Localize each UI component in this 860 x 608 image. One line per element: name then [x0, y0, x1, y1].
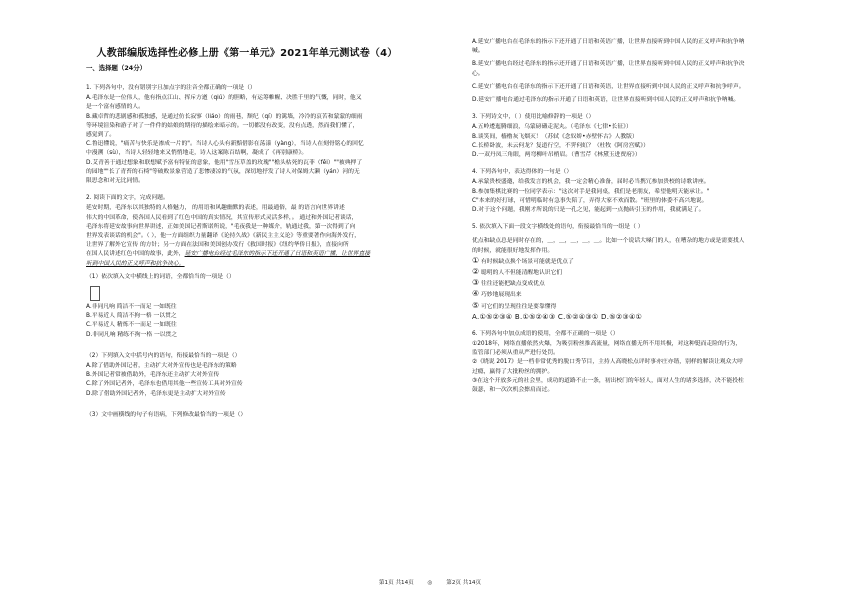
q1-option-a-line1[interactable]: A.毛泽东是一位伟人，他有指点江山、挥斥方遒（qiú）的胆略，有运筹帷幄、决胜千里的气慨，同时，他又 [86, 95, 362, 102]
question-1-stem: 1. 下列各句中，没有错别字且加点字的注音全都正确的一项是（） [86, 85, 256, 91]
q2-sub3-option-a-line1[interactable]: A.延安广播电台在毛泽东的指示下还开通了日语和英语广播，让世界直接听到中国人民的正义呼声和抗争呐 [472, 39, 745, 45]
question-4-stem: 4. 下列各句中，表达得体的一句是（） [472, 169, 573, 176]
q2-passage-line7 [86, 260, 408, 269]
q1-option-c-line1[interactable]: C.鲁迅懂说，"痛苦与快乐是渗成一片的"。当诗人心头有新黯借影在荡漾（yàng），当诗人在刻骨铭心的回忆 [86, 141, 364, 148]
question-3-stem: 3. 下列诗文中，（ ）使用比喻修辞的一项是（） [472, 114, 595, 121]
q6-item-3-line1: ③在这个开放多元的社会里，成功的道路不止一条，初出校门的年轻人，面对人生的诸多选择，决不能投柱 [472, 377, 744, 384]
q5-item-4 [472, 289, 806, 300]
q3-option-c[interactable]: C.长桥卧波，未云何龙？复道行空，不霁何虹？（杜牧《阿房宫赋》） [472, 142, 649, 149]
q2-passage-line2: 伟大的中国革命，使各国人民看到了红色中国的真实情况，其宣传形式灵活多样，。 通过和外国记者谈话， [86, 214, 358, 221]
q5-item-2-text: 聪明的人不但能清醒地认识它们 [481, 270, 563, 277]
q2-sub3-option-a-line2: 喊。 [472, 48, 484, 55]
right-page [427, 0, 860, 608]
q2-sub2-option-d[interactable]: D.除了借助外国记者外，毛泽东更是主动扩大对外宣传 [86, 390, 226, 397]
q4-option-c[interactable]: C"本来的好打球，可惜明临时有急事失陪了，弄得大家不欢而散。"班里的体委不高兴地说。 [472, 197, 708, 204]
question-6-stem: 6. 下列各句中加点成语的使用，全都不正确的一项是（） [472, 330, 619, 337]
q5-item-1 [472, 256, 806, 267]
q2-passage-line4: 世界发表谈话的机会"。（ ），他一方面组织力量翻译《论持久战》《新民主主义论》等重要著作向海外发行， [86, 233, 361, 240]
q5-item-3-text: 往往还能把缺点变成优点 [481, 281, 545, 288]
q3-option-b[interactable]: B.谈笑间，樯橹灰飞烟灭！（苏轼《念奴娇•赤壁怀古》人教版） [472, 133, 638, 140]
q3-option-a[interactable]: A.五岭逶迤腾细浪，乌蒙磅礴走泥丸。（毛泽东《七律•长征》） [472, 124, 632, 131]
q2-sub3-option-d[interactable]: D.延安广播电台通过毛泽东的指示开通了日语和英语，让世界直接听到中国人民的正义呼声和抗争呐喊。 [472, 97, 740, 104]
q5-item-5-text: 可它们的呈现往往是要靠懂得 [481, 303, 557, 310]
q1-option-b-line3: 感觉到了。 [86, 132, 115, 139]
q2-passage-line6-text: 在国人民讲述红色中国的故事，此外， [86, 251, 185, 258]
q6-item-2-line2: 过瘾，赢得了大批粉丝的拥护。 [472, 368, 554, 375]
q1-option-d-line2: 的园地""长了青苔的石椅"等破败景象营造了悲惨凄凉的气氛，深切地抒发了诗人对保姆大瀬（yán）河的无 [86, 168, 360, 175]
q2-sub3-stem: （3）文中画横线的句子有语病，下列修改最恰当的一项是（） [86, 411, 247, 418]
q5-item-3 [472, 278, 806, 289]
q5-item-2-number: ② [472, 267, 480, 277]
q1-option-d-line1[interactable]: D.艾青善于通过想象和联想赋予富有特征的意象，他用"雪压草盖的玫瑰""檐头枯死的瓦菲（fěi）""被典押了 [86, 159, 363, 166]
q6-item-1-line1: ①2018年，网络直播依然火爆，为吸引粉丝推高流量，网络直播无所不用其极，对这种铤而走险的行为， [472, 341, 742, 348]
q2-sub2-option-a[interactable]: A.除了借助外国记者，主动扩大对外宣传也是毛泽东的策略 [86, 363, 237, 370]
q4-option-d[interactable]: D.对于这个问题，我刚才所说的只是一孔之见，能起到一点抛砖引玉的作用，我就满足了。 [472, 207, 705, 214]
q1-option-a-line2: 是一个富有感情的人。 [86, 104, 144, 111]
q2-passage-line5: 让世界了解外它宣传 的方针；另一方面在法国和美国创办发行《救国时报》《纽约华侨日报》，直接向所 [86, 242, 349, 249]
q2-sub2-option-c[interactable]: C.除了外国记者外，毛泽东也借用其他一些宣传工具对外宣传 [86, 381, 243, 388]
q5-item-1-text: 有时候缺点换个场景可能就是优点了 [481, 258, 574, 265]
q1-option-c-line2: 中漫溯（sù），当诗人轻轻地来又悄悄地走，诗人这案陈百结啊，凝成了《再别康桥》。 [86, 150, 308, 157]
page-number-right: 第2页 共14页 [446, 580, 482, 586]
q1-option-b-line2: 等环境渲染和游子对了一件件的姑娘的期待的描绘来暗示的。一切都没有改变，没有点透，然而我们懂了， [86, 122, 359, 129]
q2-sub1-option-a[interactable]: A.非同凡响 简洁不一而足 一如既往 [86, 304, 177, 311]
q2-passage-line3: 毛泽东将延安故事向世界讲述，正如美国记者斯诺所说，"毛夜我是一种媒介，轨通过我，第一次得到了向 [86, 223, 356, 230]
question-2-stem: 2. 阅读下面的文字，完成问题。 [86, 195, 169, 202]
q2-sub1-option-d[interactable]: D.非同凡响 精练不拘一格 一以贯之 [86, 331, 178, 338]
q5-item-5-number: ⑤ [472, 300, 480, 310]
q5-item-5 [472, 301, 806, 312]
q2-sub1-option-b[interactable]: B.平易近人 简洁不拘一格 一以贯之 [86, 313, 177, 320]
question-5-stem: 5. 依次填入下面一段文字横线处的语句，衔接最恰当的一组是（ ） [472, 224, 644, 231]
q5-item-4-number: ④ [472, 289, 480, 299]
q5-intro-line2: 的时候，就能很好地发挥作用。 [472, 247, 554, 254]
q5-item-4-text: 巧妙地展现出来 [481, 292, 522, 299]
q6-item-1-line2: 监管部门必须从重从严进行处罚。 [472, 350, 559, 357]
q2-passage-line1: 延安时期，毛泽东以其独特的人格魅力， 的用语和风趣幽默的表述，用最通俗，最 的语言向世界讲述 [86, 205, 345, 212]
q3-option-d[interactable]: D.一双丹凤三角眼，两弯柳叶吊梢眉。（曹雪芹《林黛玉进贾府》） [472, 152, 641, 159]
q5-intro-line1: 优点和缺点总是同时存在的，＿，＿，＿，＿，＿。比如一个说话大嗓门的人，在嘈杂的地方或是需要找人 [472, 238, 745, 245]
q1-option-d-line3: 限思念和对无比同情。 [86, 178, 144, 185]
q6-item-2-line1: ②《晓说 2017》是一档非常优秀的脱口秀节目，主持人高晓松点评时事亦庄亦谐，别样的解读让观众大呼 [472, 359, 744, 366]
q2-underlined-sentence-end: 听到中国人民的正义呼声和抗争决心。 [86, 260, 185, 267]
q4-option-a[interactable]: A.承蒙贵校盛邀，给我发言的机会，我一定会精心准备，届时必当携冗参加贵校的诗歌讲座。 [472, 179, 710, 186]
q1-option-b-line1[interactable]: B.藏卓哲的悲剧感和孤独感，是通过仿长寂寥（liáo）的雨巷，颓纪（qí）的篱墙，冷冷的哀苦和蒙蒙的细雨 [86, 113, 363, 120]
q5-options[interactable]: A.①⑤②③④ B.①⑤②④③ C.⑤②④③① D.⑤②③④① [472, 312, 643, 321]
q2-sub2-stem: （2）下列填入文中括号内的语句，衔接最恰当的一项是（） [86, 352, 241, 359]
q4-option-b[interactable]: B.参加集棋比赛的一位同学表示："这次对手是我同桌，我们是老朋友，希望他明天能承让。" [472, 188, 710, 195]
q2-passage-line6 [86, 250, 408, 259]
page-footer [0, 578, 860, 586]
q6-item-3-line2: 鼓瑟，和一次次机会擦肩而过。 [472, 387, 554, 394]
q5-item-3-number: ③ [472, 278, 480, 288]
q2-sub2-option-b[interactable]: B.外国记者常被借助外，毛泽东还主动扩大对外宣传 [86, 372, 220, 379]
section-one-title: 一、选择题（24分） [86, 64, 147, 72]
document-title: 人教部编版选择性必修上册《第一单元》2021年单元测试卷（4） [96, 48, 398, 59]
q5-item-1-number: ① [472, 255, 480, 265]
q2-sub3-option-b-line2: 心。 [472, 70, 484, 77]
answer-box[interactable] [90, 286, 100, 301]
q5-item-2 [472, 267, 806, 278]
q2-sub1-option-c[interactable]: C.平易近人 精炼不一而足 一如既往 [86, 322, 177, 329]
q2-sub3-option-b-line1[interactable]: B.延安广播电台经过毛泽东的指示还开通了日语和英语广播，让世界直接听到中国人民的正义呼声和抗争决 [472, 61, 745, 68]
footer-divider-icon: ◎ [427, 580, 433, 586]
q2-sub3-option-c[interactable]: C.延安广播电台在毛泽东的指示下还开通了日语和英语，让世界直接听到中国人民的正义呼声和抗争呼声。 [472, 83, 745, 90]
page-number-left: 第1页 共14页 [378, 580, 414, 586]
q2-underlined-sentence: 延安广播电台经过毛泽东的指示下还开通了日语和英语广播，让世界直接 [184, 251, 371, 258]
q2-sub1-stem: （1）依次填入文中横线上的词语，全都恰当的一项是（） [86, 273, 235, 280]
